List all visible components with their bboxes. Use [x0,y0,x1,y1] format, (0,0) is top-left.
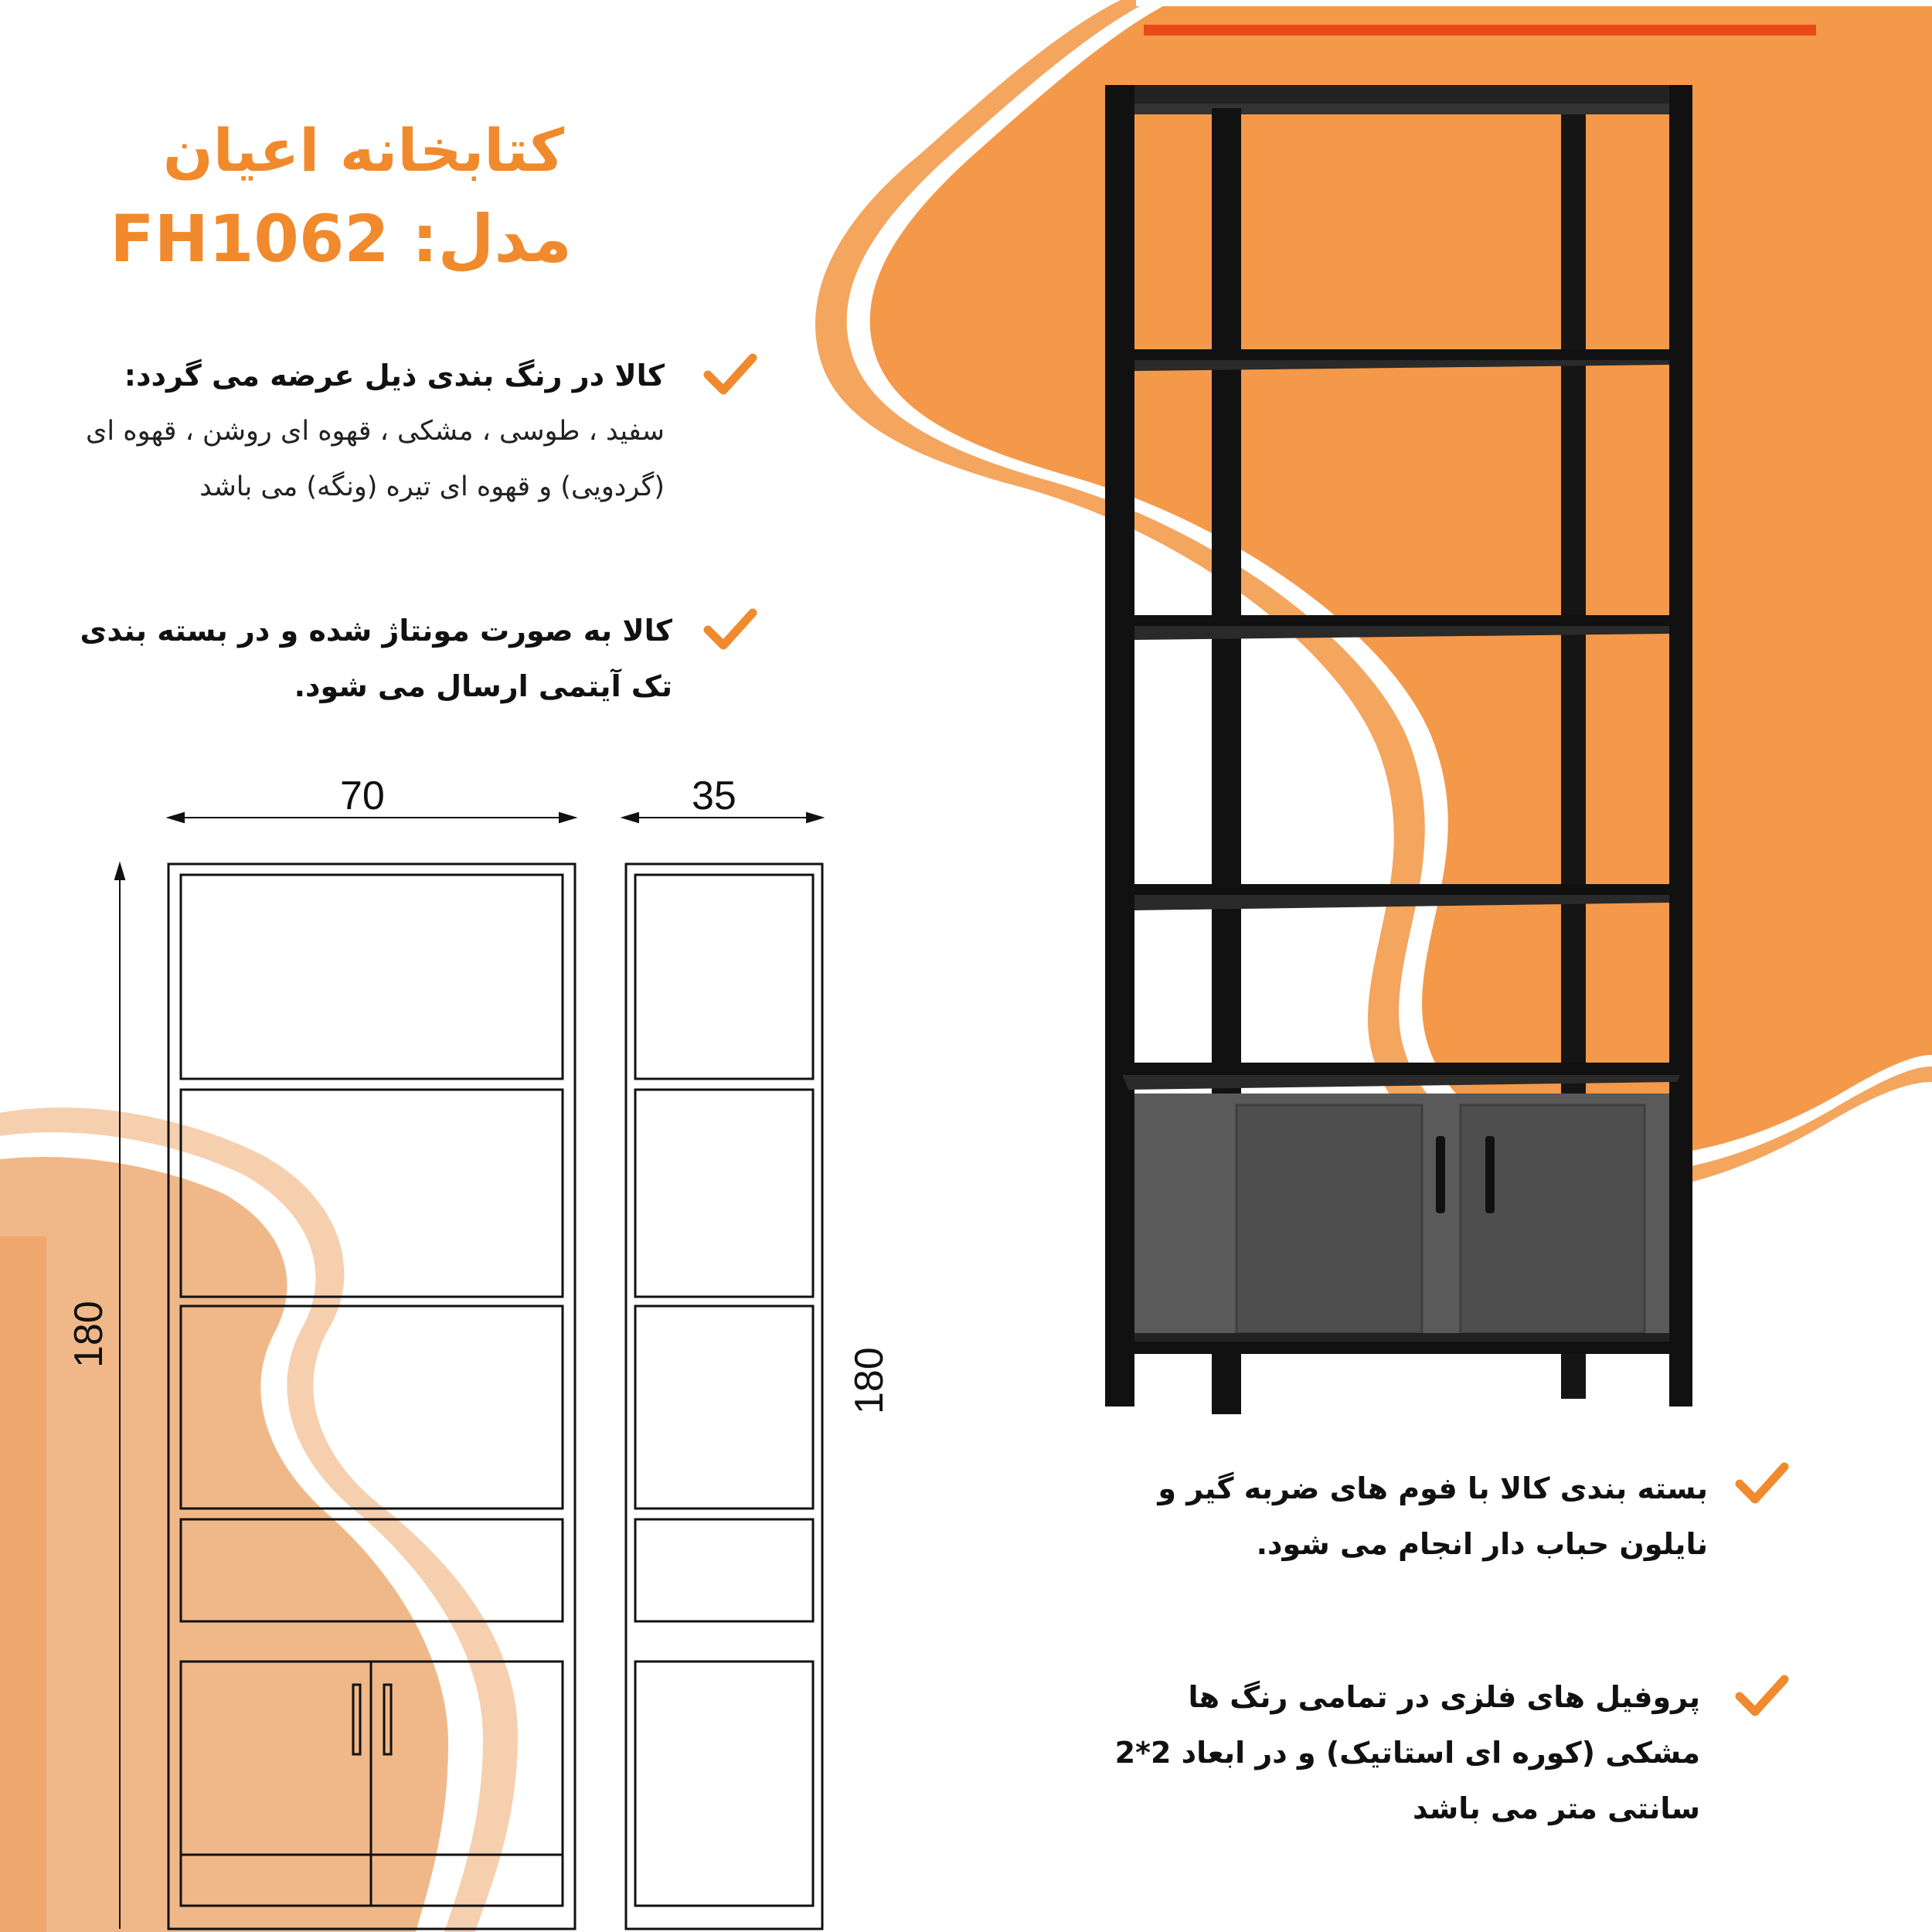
dimension-depth: 35 [692,774,736,818]
dimension-height-front: 180 [66,1301,111,1368]
assembly-text: کالا به صورت مونتاژ شده و در بسته بندی تک آیتمی ارسال می شود. [80,614,672,703]
packaging-text: بسته بندی کالا با فوم های ضربه گیر و نایلون حباب دار انجام می شود. [1158,1471,1708,1561]
bullet-profiles [1097,1669,1700,1836]
check-icon [1735,1461,1789,1507]
dimension-width: 70 [340,774,385,818]
check-icon [1735,1673,1789,1719]
bookshelf-image [1082,77,1723,1422]
profiles-text: پروفیل های فلزی در تمامی رنگ ها مشکی (کوره ای استاتیک) و در ابعاد 2*2 سانتی متر می باشد [1114,1680,1700,1825]
product-title: کتابخانه اعیان [162,116,564,185]
dimension-height-side: 180 [847,1347,892,1414]
front-view-drawing [0,0,850,1932]
colors-heading: کالا در رنگ بندی ذیل عرضه می گردد: [124,359,665,393]
colors-text: سفید ، طوسی ، مشکی ، قهوه ای روشن ، قهوه ای (گردویی) و قهوه ای تیره (ونگه) می باشد [85,416,665,502]
bullet-packaging [1097,1461,1708,1572]
product-model: مدل: FH1062 [110,201,572,277]
